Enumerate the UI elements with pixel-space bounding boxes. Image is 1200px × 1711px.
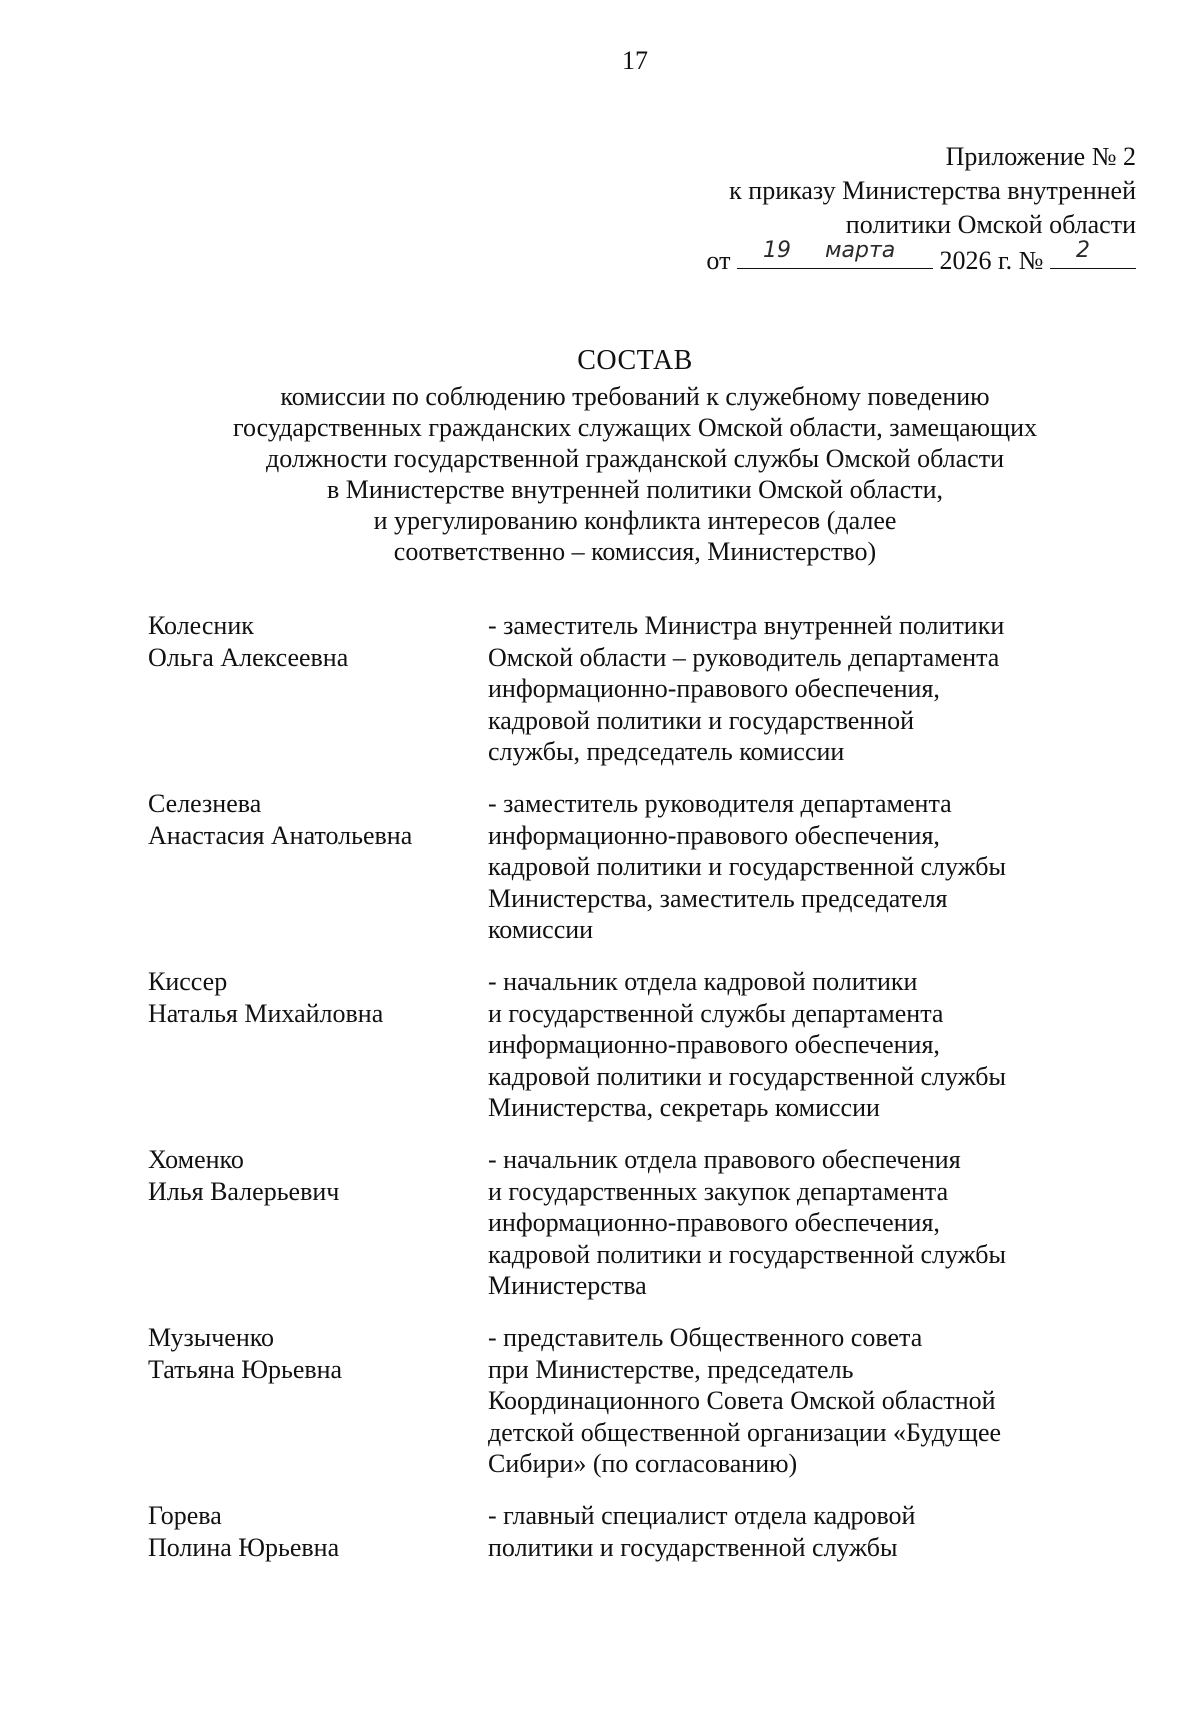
member-role xyxy=(488,966,1128,1124)
role-line: при Министерстве, председатель xyxy=(488,1354,854,1384)
member-name xyxy=(148,1500,468,1563)
member-surname: Хоменко xyxy=(148,1145,244,1174)
member-role xyxy=(488,1500,1128,1563)
member-name xyxy=(148,788,468,851)
role-line: - представитель Общественного совета xyxy=(488,1323,923,1352)
date-fill-field xyxy=(737,238,933,269)
member-surname: Музыченко xyxy=(148,1323,275,1352)
member-role xyxy=(488,610,1128,768)
role-line: информационно-правового обеспечения, xyxy=(488,1208,940,1237)
role-line: - начальник отдела кадровой политики xyxy=(488,967,918,996)
member-surname: Колесник xyxy=(148,611,254,640)
member-role xyxy=(488,788,1128,946)
role-line: службы, председатель комиссии xyxy=(488,737,845,766)
role-line: комиссии xyxy=(488,915,594,944)
document-subtitle xyxy=(0,381,1200,567)
appendix-ministry: политики Омской области xyxy=(845,210,1136,239)
appendix-header xyxy=(706,140,1136,278)
role-line: политики и государственной службы xyxy=(488,1532,898,1562)
role-line: Министерства xyxy=(488,1271,647,1300)
date-prefix: от xyxy=(706,246,731,275)
role-line: Министерства, заместитель председателя xyxy=(488,883,948,913)
document-heading xyxy=(0,343,1200,567)
subtitle-line: соответственно – комиссия, Министерство) xyxy=(393,537,877,566)
role-line: кадровой политики и государственной службы xyxy=(488,1239,1007,1269)
role-line: кадровой политики и государственной xyxy=(488,705,915,735)
role-line: кадровой политики и государственной службы xyxy=(488,852,1007,881)
page-number: 17 xyxy=(622,46,648,75)
appendix-title: Приложение № 2 xyxy=(945,142,1136,171)
member-name xyxy=(148,1144,468,1207)
order-number-field xyxy=(1050,238,1136,269)
role-line: - заместитель Министра внутренней политики xyxy=(488,611,1005,640)
role-line: - начальник отдела правового обеспечения xyxy=(488,1145,961,1174)
role-line: - заместитель руководителя департамента xyxy=(488,789,952,818)
member-name xyxy=(148,1322,468,1385)
member-name xyxy=(148,610,468,673)
appendix-date-line xyxy=(706,238,1136,278)
role-line: информационно-правового обеспечения, xyxy=(488,820,940,850)
member-given-name: Наталья Михайловна xyxy=(148,998,384,1028)
member-surname: Киссер xyxy=(148,967,228,996)
subtitle-line: государственных гражданских служащих Омской области, замещающих xyxy=(232,413,1038,442)
date-year: 2026 г. № xyxy=(939,246,1044,275)
handwritten-day: 19 xyxy=(762,238,791,263)
member-given-name: Татьяна Юрьевна xyxy=(148,1354,343,1384)
role-line: детской общественной организации «Будущее xyxy=(488,1417,1002,1447)
role-line: - главный специалист отдела кадровой xyxy=(488,1501,916,1530)
subtitle-line: в Министерстве внутренней политики Омской области, xyxy=(326,475,944,504)
role-line: Министерства, секретарь комиссии xyxy=(488,1093,880,1122)
role-line: информационно-правового обеспечения, xyxy=(488,674,940,703)
member-name xyxy=(148,966,468,1029)
role-line: и государственных закупок департамента xyxy=(488,1176,949,1206)
role-line: кадровой политики и государственной службы xyxy=(488,1061,1007,1091)
document-title: СОСТАВ xyxy=(577,345,693,376)
member-given-name: Илья Валерьевич xyxy=(148,1176,340,1206)
member-surname: Горева xyxy=(148,1501,222,1530)
subtitle-line: должности государственной гражданской службы Омской области xyxy=(265,444,1005,473)
role-line: и государственной службы департамента xyxy=(488,998,944,1028)
subtitle-line: комиссии по соблюдению требований к служебному поведению xyxy=(280,382,990,411)
member-role xyxy=(488,1144,1128,1302)
handwritten-order-number: 2 xyxy=(1076,238,1090,263)
role-line: Сибири» (по согласованию) xyxy=(488,1449,798,1478)
appendix-order-reference: к приказу Министерства внутренней xyxy=(729,176,1136,205)
member-given-name: Полина Юрьевна xyxy=(148,1532,340,1562)
role-line: Координационного Совета Омской областной xyxy=(488,1386,996,1415)
handwritten-month: марта xyxy=(824,238,896,263)
role-line: информационно-правового обеспечения, xyxy=(488,1030,940,1059)
role-line: Омской области – руководитель департамента xyxy=(488,642,1000,672)
subtitle-line: и урегулированию конфликта интересов (далее xyxy=(373,506,897,535)
member-role xyxy=(488,1322,1128,1480)
member-given-name: Ольга Алексеевна xyxy=(148,642,349,672)
member-surname: Селезнева xyxy=(148,789,262,818)
member-given-name: Анастасия Анатольевна xyxy=(148,820,413,850)
